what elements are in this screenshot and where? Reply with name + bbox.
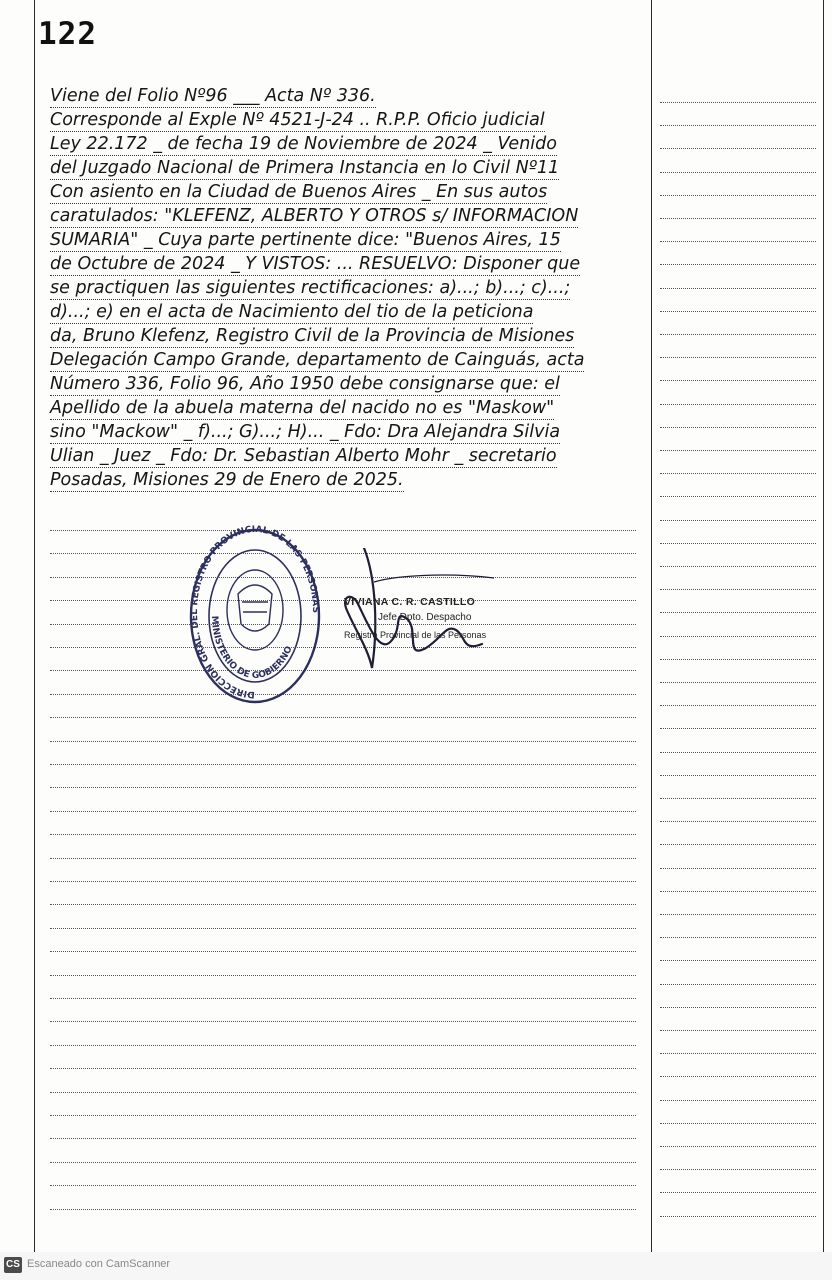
right-margin-line — [823, 0, 824, 1252]
ruled-line — [660, 705, 816, 706]
signatory-office: Registro Provincial de las Personas — [344, 630, 487, 640]
signatory-title: Jefe Dpto. Despacho — [378, 612, 472, 623]
ruled-line — [50, 1162, 636, 1163]
ruled-line — [660, 427, 816, 428]
ruled-line — [50, 1045, 636, 1046]
ruled-line — [660, 380, 816, 381]
ruled-line — [660, 404, 816, 405]
official-stamp — [186, 524, 324, 708]
ruled-line — [50, 904, 636, 905]
ruled-line — [660, 821, 816, 822]
ruled-line — [660, 682, 816, 683]
ruled-line — [50, 1115, 636, 1116]
stamp-center-ring — [227, 570, 283, 650]
ruled-line — [660, 334, 816, 335]
ruled-line — [660, 891, 816, 892]
ruled-line — [660, 1146, 816, 1147]
handwritten-line: Número 336, Folio 96, Año 1950 debe consignarse que: el — [50, 374, 560, 394]
ruled-line — [660, 636, 816, 637]
ruled-line — [50, 834, 636, 835]
ruled-line — [660, 1216, 816, 1217]
ruled-line — [660, 566, 816, 567]
ruled-line — [660, 543, 816, 544]
ruled-line — [660, 357, 816, 358]
ruled-line — [660, 752, 816, 753]
column-divider-line — [651, 0, 652, 1252]
stamp-inner-text: MINISTERIO DE GOBIERNO — [208, 615, 295, 682]
ruled-line — [50, 998, 636, 999]
ruled-line — [660, 172, 816, 173]
coat-of-arms-icon — [238, 585, 272, 631]
handwritten-line: Ulian _ Juez _ Fdo: Dr. Sebastian Alberto Mohr _ secretario — [50, 446, 557, 466]
ruled-line — [660, 1123, 816, 1124]
handwritten-line: de Octubre de 2024 _ Y VISTOS: ... RESUELVO: Disponer que — [50, 254, 581, 274]
ruled-line — [660, 798, 816, 799]
handwritten-line: Corresponde al Exple Nº 4521-J-24 .. R.P.P. Oficio judicial — [50, 110, 545, 130]
ruled-line — [660, 450, 816, 451]
ruled-line — [660, 1007, 816, 1008]
ruled-line — [660, 496, 816, 497]
scanner-footer — [0, 1252, 832, 1280]
ruled-line — [660, 775, 816, 776]
ruled-line — [50, 1068, 636, 1069]
ruled-line — [50, 928, 636, 929]
ruled-line — [660, 1100, 816, 1101]
ruled-line — [660, 148, 816, 149]
stamp-outer-text: DIRECCION GRAL. DEL REGISTRO PROVINCIAL DE LAS PERSONAS — [190, 524, 321, 700]
ruled-line — [660, 1192, 816, 1193]
ruled-line — [50, 764, 636, 765]
ruled-line — [660, 844, 816, 845]
ruled-line — [50, 951, 636, 952]
handwritten-line: se practiquen las siguientes rectificaciones: a)...; b)...; c)...; — [50, 278, 571, 298]
ruled-line — [50, 530, 636, 531]
ruled-line — [660, 868, 816, 869]
page-number: 122 — [38, 16, 97, 52]
handwritten-line: SUMARIA" _ Cuya parte pertinente dice: "Buenos Aires, 15 — [50, 230, 561, 250]
ruled-line — [660, 659, 816, 660]
camscanner-logo-icon: CS — [4, 1257, 22, 1273]
handwritten-line: Posadas, Misiones 29 de Enero de 2025. — [50, 470, 404, 490]
handwritten-line: Ley 22.172 _ de fecha 19 de Noviembre de 2024 _ Venido — [50, 134, 557, 154]
ruled-line — [660, 914, 816, 915]
ruled-line — [660, 102, 816, 103]
ruled-line — [660, 960, 816, 961]
ruled-line — [50, 811, 636, 812]
ruled-line — [50, 1209, 636, 1210]
ruled-line — [660, 1169, 816, 1170]
ruled-line — [660, 311, 816, 312]
ruled-line — [50, 694, 636, 695]
scanner-watermark-text: Escaneado con CamScanner — [27, 1258, 171, 1270]
ruled-line — [50, 1138, 636, 1139]
handwritten-line: d)...; e) en el acta de Nacimiento del tio de la peticiona — [50, 302, 534, 322]
handwritten-line: Con asiento en la Ciudad de Buenos Aires _ En sus autos — [50, 182, 548, 202]
ruled-line — [660, 984, 816, 985]
ruled-line — [660, 218, 816, 219]
ruled-line — [660, 195, 816, 196]
ruled-line — [660, 1076, 816, 1077]
left-margin-line — [34, 0, 35, 1252]
ruled-line — [50, 1092, 636, 1093]
ruled-line — [660, 125, 816, 126]
ruled-line — [660, 264, 816, 265]
ruled-line — [50, 717, 636, 718]
ruled-line — [660, 241, 816, 242]
handwritten-line: Apellido de la abuela materna del nacido no es "Maskow" — [50, 398, 555, 418]
ruled-line — [50, 1185, 636, 1186]
ruled-line — [50, 1021, 636, 1022]
ruled-line — [660, 728, 816, 729]
handwritten-line: da, Bruno Klefenz, Registro Civil de la Provincia de Misiones — [50, 326, 575, 346]
ruled-line — [660, 520, 816, 521]
ruled-line — [50, 787, 636, 788]
ruled-line — [660, 937, 816, 938]
handwritten-line: Delegación Campo Grande, departamento de Cainguás, acta — [50, 350, 585, 370]
handwritten-line: sino "Mackow" _ f)...; G)...; H)... _ Fdo: Dra Alejandra Silvia — [50, 422, 561, 442]
ruled-line — [660, 1053, 816, 1054]
ruled-line — [50, 741, 636, 742]
ruled-line — [660, 473, 816, 474]
ruled-line — [660, 288, 816, 289]
ruled-line — [50, 975, 636, 976]
signature-block — [334, 548, 514, 678]
handwritten-line: del Juzgado Nacional de Primera Instancia en lo Civil Nº11 — [50, 158, 560, 178]
ruled-line — [50, 881, 636, 882]
handwritten-line: Viene del Folio Nº96 ___ Acta Nº 336. — [50, 86, 376, 106]
ruled-line — [660, 589, 816, 590]
ruled-line — [660, 612, 816, 613]
ruled-line — [660, 1030, 816, 1031]
handwritten-line: caratulados: "KLEFENZ, ALBERTO Y OTROS s/ INFORMACION — [50, 206, 579, 226]
ruled-line — [50, 858, 636, 859]
signatory-name: VIVIANA C. R. CASTILLO — [344, 596, 476, 608]
